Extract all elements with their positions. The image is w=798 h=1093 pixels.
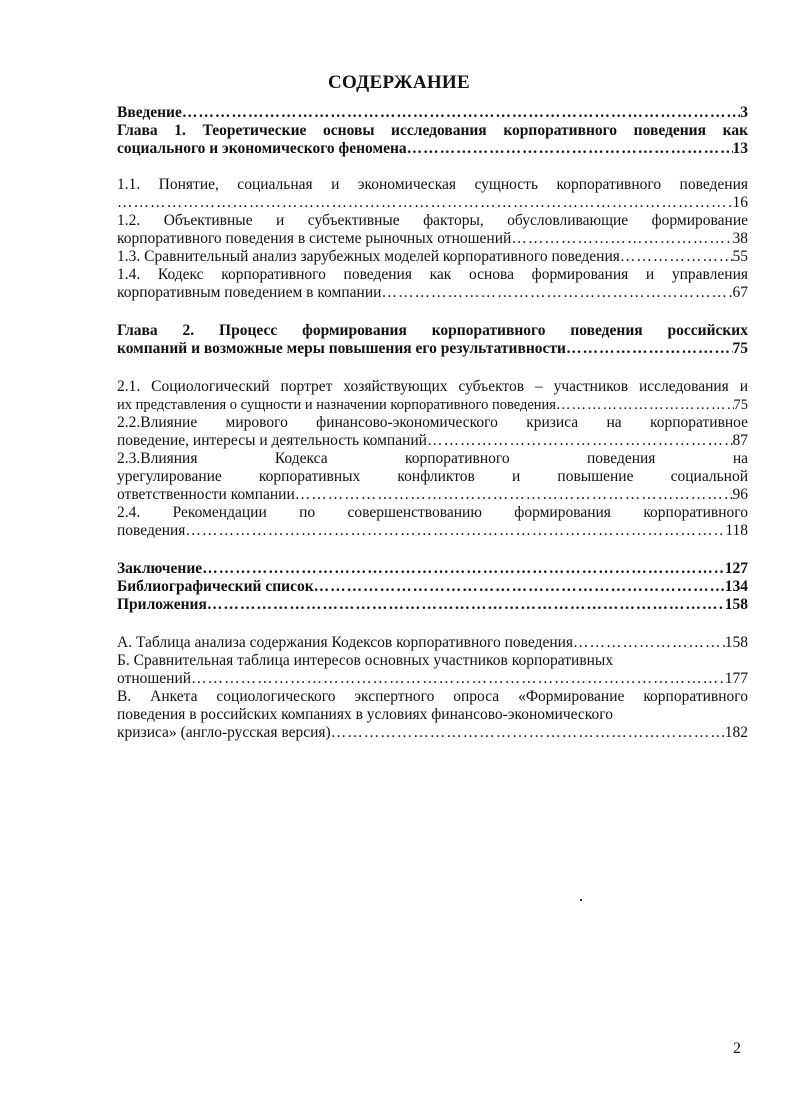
page-title: СОДЕРЖАНИЕ xyxy=(328,72,470,93)
toc-chapter-1-line2: социального и экономического феномена ……………………………………………………………………………………………………………………………………………………………………………………………………………………………………………………… 13 xyxy=(117,140,748,158)
toc-entry-intro: Введение ……………………………………………………………………………………………………………………………………………………………………………………………………………………………………………………… 3 xyxy=(117,104,748,122)
toc-section-1-1-line1: 1.1. Понятие, социальная и экономическая сущность корпоративного поведения xyxy=(117,176,748,193)
toc-chapter-1-line1: Глава 1. Теоретические основы исследования корпоративного поведения как xyxy=(117,122,748,139)
table-of-contents xyxy=(117,104,748,742)
scan-speck xyxy=(580,899,582,901)
page-number: 2 xyxy=(733,1040,741,1057)
toc-appendix-v-line3: кризиса» (англо-русская версия) ……………………………………………………………………………………………………………………………………………………………………………………………………………………………………………………… 182 xyxy=(117,724,748,742)
toc-section-1-3: 1.3. Сравнительный анализ зарубежных моделей корпоративного поведения ……………………………………………………………………………………………………………………………………………………………………………………………………………………………………………………… 55 xyxy=(117,248,748,266)
toc-appendix-b-line2: отношений ……………………………………………………………………………………………………………………………………………………………………………………………………………………………………………………… 177 xyxy=(117,670,748,688)
toc-entry-bibliography: Библиографический список ……………………………………………………………………………………………………………………………………………………………………………………………………………………………………………………… 134 xyxy=(117,578,748,596)
toc-section-2-1-line2: их представления о сущности и назначении корпоративного поведения ……………………………………………………………………………………………………………………………………………………………………………………………………………………………………………………… 75 xyxy=(117,396,748,414)
toc-section-2-4-line1: 2.4. Рекомендации по совершенствованию формирования корпоративного xyxy=(117,504,748,521)
toc-section-1-4-line1: 1.4. Кодекс корпоративного поведения как основа формирования и управления xyxy=(117,266,748,283)
toc-entry-conclusion: Заключение ……………………………………………………………………………………………………………………………………………………………………………………………………………………………………………………… 127 xyxy=(117,560,748,578)
toc-appendix-a: А. Таблица анализа содержания Кодексов корпоративного поведения ……………………………………………………………………………………………………………………………………………………………………………………………………………………………………………………… 158 xyxy=(117,634,748,652)
toc-section-1-4-line2: корпоративным поведением в компании ……………………………………………………………………………………………………………………………………………………………………………………………………………………………………………………… 67 xyxy=(117,284,748,302)
toc-appendix-v-line2: поведения в российских компаниях в условиях финансово-экономического xyxy=(117,706,613,723)
toc-section-2-2-line2: поведение, интересы и деятельность компаний ……………………………………………………………………………………………………………………………………………………………………………………………………………………………………………………… 87 xyxy=(117,432,748,450)
toc-section-1-1-line2: ……………………………………………………………………………………………………………………………………………………………………………………………………………………………………………………… 16 xyxy=(117,194,748,212)
toc-section-1-2-line1: 1.2. Объективные и субъективные факторы, обусловливающие формирование xyxy=(117,212,748,229)
toc-chapter-2-line2: компаний и возможные меры повышения его результативности ……………………………………………………………………………………………………………………………………………………………………………………………………………………………………………………… 75 xyxy=(117,340,748,358)
toc-appendix-v-line1: В. Анкета социологического экспертного опроса «Формирование корпоративного xyxy=(117,688,748,705)
toc-section-2-2-line1: 2.2.Влияние мирового финансово-экономического кризиса на корпоративное xyxy=(117,414,748,431)
toc-appendix-b-line1: Б. Сравнительная таблица интересов основных участников корпоративных xyxy=(117,652,614,669)
toc-section-1-2-line2: корпоративного поведения в системе рыночных отношений ……………………………………………………………………………………………………………………………………………………………………………………………………………………………………………………… 38 xyxy=(117,230,748,248)
toc-section-2-3-line2: урегулирование корпоративных конфликтов и повышение социальной xyxy=(117,468,748,485)
toc-section-2-4-line2: поведения ……………………………………………………………………………………………………………………………………………………………………………………………………………………………………………………… 118 xyxy=(117,522,748,540)
toc-section-2-3-line3: ответственности компании ……………………………………………………………………………………………………………………………………………………………………………………………………………………………………………………… 96 xyxy=(117,486,748,504)
toc-chapter-2-line1: Глава 2. Процесс формирования корпоративного поведения российских xyxy=(117,322,748,339)
toc-entry-appendices: Приложения ……………………………………………………………………………………………………………………………………………………………………………………………………………………………………………………… 158 xyxy=(117,596,748,614)
toc-section-2-1-line1: 2.1. Социологический портрет хозяйствующих субъектов – участников исследования и xyxy=(117,378,748,395)
toc-section-2-3-line1: 2.3.Влияния Кодекса корпоративного поведения на xyxy=(117,450,748,467)
